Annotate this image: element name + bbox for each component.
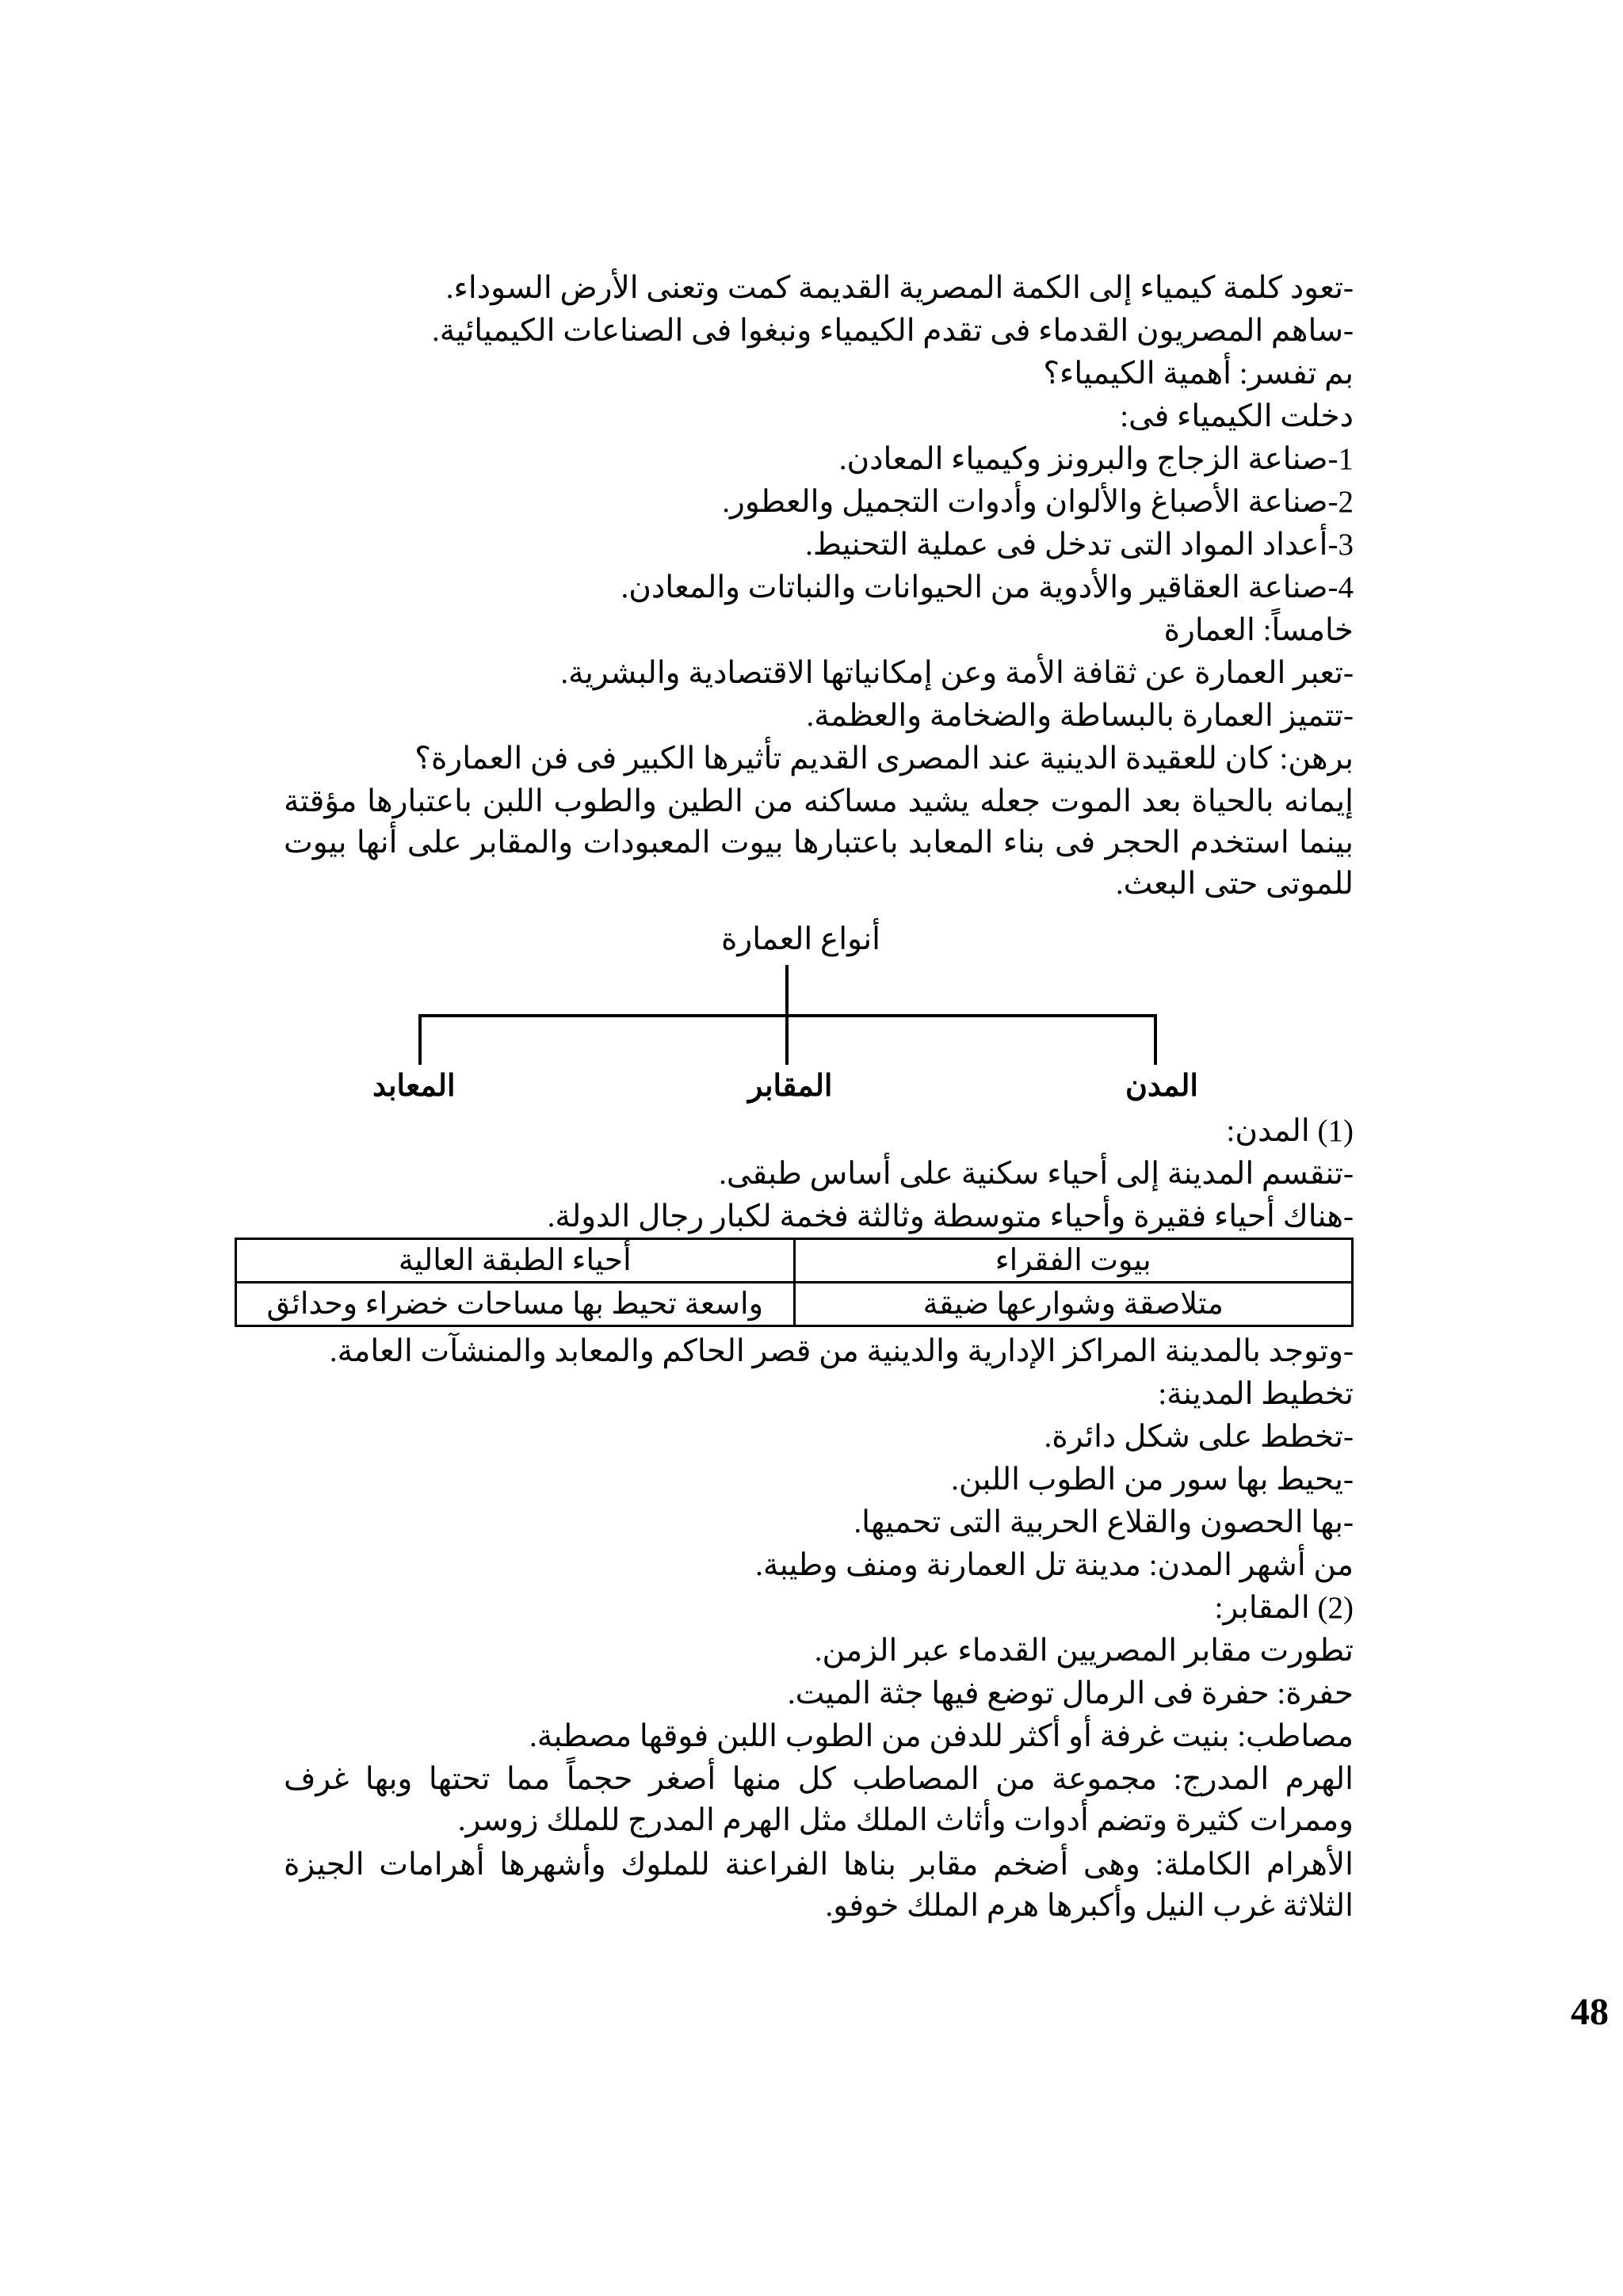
paragraph-complete-pyramids: الأهرام الكاملة: وهى أضخم مقابر بناها الفراعنة للملوك وأشهرها أهرامات الجيزة الثلاثة غرب النيل وأكبرها هرم الملك خوفو. xyxy=(284,1848,1354,1923)
tree-title: أنواع العمارة xyxy=(721,922,880,956)
text-line: حفرة: حفرة فى الرمال توضع فيها جثة الميت. xyxy=(787,1676,1354,1711)
table-header-cell: بيوت الفقراء xyxy=(794,1239,1353,1283)
housing-comparison-table xyxy=(235,1238,1354,1327)
text-line: من أشهر المدن: مدينة تل العمارنة ومنف وطيبة. xyxy=(755,1548,1354,1582)
question-line: برهن: كان للعقيدة الدينية عند المصرى القديم تأثيرها الكبير فى فن العمارة؟ xyxy=(414,742,1354,776)
text-line: -يحيط بها سور من الطوب اللبن. xyxy=(951,1463,1354,1497)
section-heading: (1) المدن: xyxy=(1226,1114,1354,1148)
table-cell: متلاصقة وشوارعها ضيقة xyxy=(794,1283,1353,1326)
tree-branch-tombs: المقابر xyxy=(748,1070,833,1103)
list-item: 3-أعداد المواد التى تدخل فى عملية التحنيط. xyxy=(805,528,1354,562)
table-header-cell: أحياء الطبقة العالية xyxy=(236,1239,795,1283)
table-row xyxy=(236,1283,1353,1326)
text-line: بم تفسر: أهمية الكيمياء؟ xyxy=(1043,357,1354,391)
table-row xyxy=(236,1239,1353,1283)
table-cell: واسعة تحيط بها مساحات خضراء وحدائق xyxy=(236,1283,795,1326)
text-line: -تعود كلمة كيمياء إلى الكمة المصرية القديمة كمت وتعنى الأرض السوداء. xyxy=(445,271,1354,305)
text-line: -وتوجد بالمدينة المراكز الإدارية والدينية من قصر الحاكم والمعابد والمنشآت العامة. xyxy=(329,1334,1354,1368)
text-line: -تعبر العمارة عن ثقافة الأمة وعن إمكانياتها الاقتصادية والبشرية. xyxy=(560,656,1354,690)
list-item: 2-صناعة الأصباغ والألوان وأدوات التجميل والعطور. xyxy=(722,485,1354,519)
page-number: 48 xyxy=(1571,1991,1609,2033)
text-line: -تنقسم المدينة إلى أحياء سكنية على أساس طبقى. xyxy=(719,1157,1354,1191)
section-heading: تخطيط المدينة: xyxy=(1158,1377,1354,1411)
section-heading: خامساً: العمارة xyxy=(1163,613,1354,647)
answer-paragraph: إيمانه بالحياة بعد الموت جعله يشيد مساكنه من الطين والطوب اللبن باعتبارها مؤقتة بينما استخدم الحجر فى بناء المعابد باعتبارها بيوت المعبودات والمقابر على أنها بيوت للموتى حتى البعث. xyxy=(284,784,1354,901)
text-line: -تتميز العمارة بالبساطة والضخامة والعظمة. xyxy=(806,699,1354,733)
list-item: 1-صناعة الزجاج والبرونز وكيمياء المعادن. xyxy=(838,442,1354,476)
section-heading: (2) المقابر: xyxy=(1214,1591,1354,1625)
text-line: -هناك أحياء فقيرة وأحياء متوسطة وثالثة فخمة لكبار رجال الدولة. xyxy=(547,1199,1354,1234)
text-line: -تخطط على شكل دائرة. xyxy=(1044,1420,1354,1454)
list-item: 4-صناعة العقاقير والأدوية من الحيوانات والنباتات والمعادن. xyxy=(621,570,1354,605)
paragraph-step-pyramid: الهرم المدرج: مجموعة من المصاطب كل منها أصغر حجماً مما تحتها وبها غرف وممرات كثيرة وتضم أدوات وأثاث الملك مثل الهرم المدرج للملك زوسر. xyxy=(284,1762,1354,1837)
text-line: مصاطب: بنيت غرفة أو أكثر للدفن من الطوب اللبن فوقها مصطبة. xyxy=(529,1719,1354,1753)
text-line: دخلت الكيمياء فى: xyxy=(1120,399,1354,433)
text-line: -ساهم المصريون القدماء فى تقدم الكيمياء ونبغوا فى الصناعات الكيميائية. xyxy=(432,314,1354,348)
text-line: -بها الحصون والقلاع الحربية التى تحميها. xyxy=(854,1505,1354,1539)
tree-branch-temples: المعابد xyxy=(372,1070,456,1103)
text-line: تطورت مقابر المصريين القدماء عبر الزمن. xyxy=(814,1634,1354,1668)
tree-branch-cities: المدن xyxy=(1125,1070,1198,1103)
